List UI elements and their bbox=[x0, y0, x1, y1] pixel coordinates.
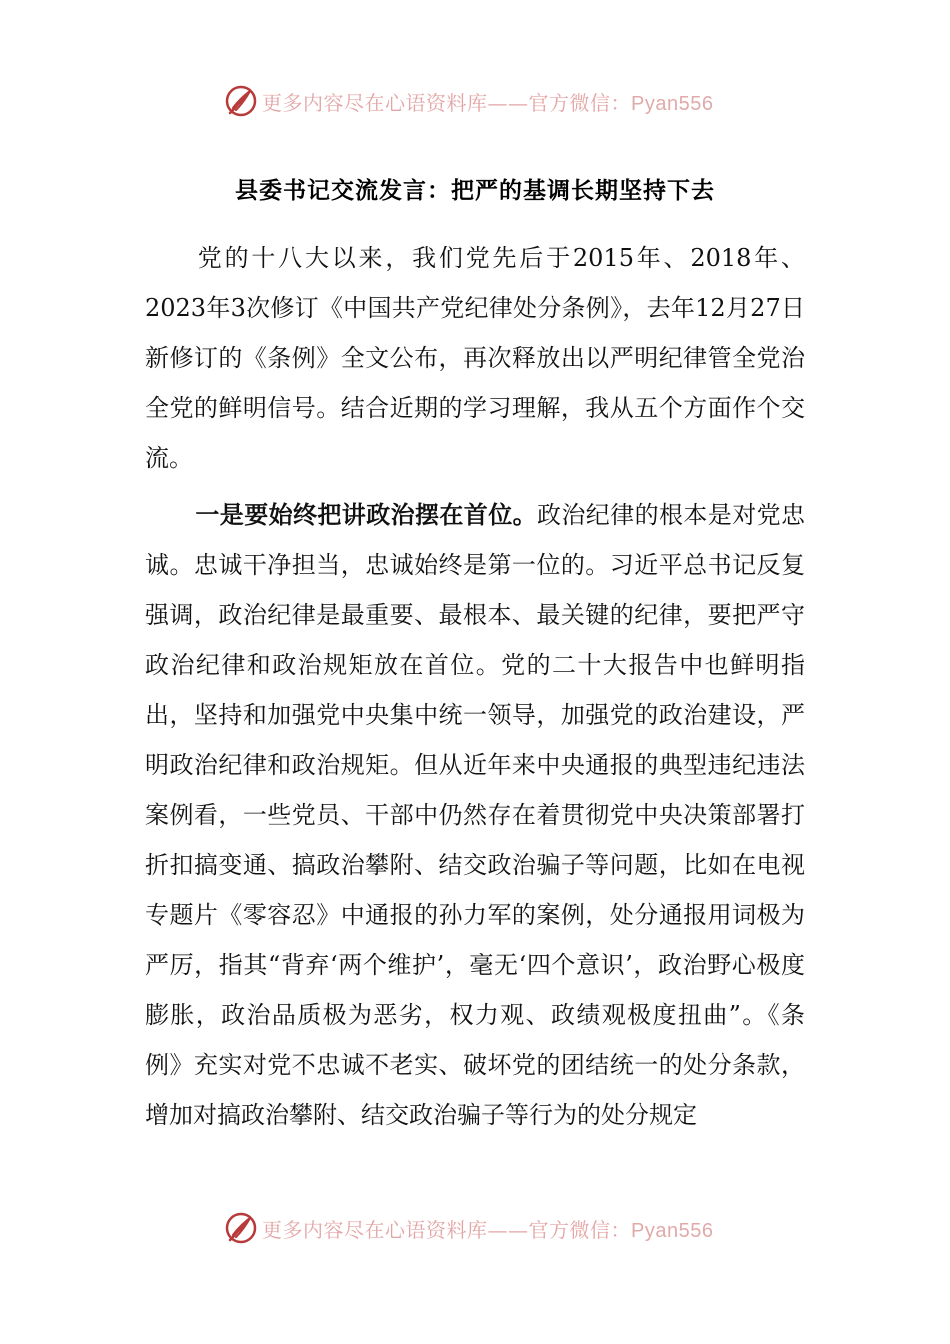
quill-logo-icon bbox=[224, 84, 258, 118]
banner-text: 更多内容尽在心语资料库——官方微信：Pyan556 bbox=[262, 90, 714, 115]
banner-text: 更多内容尽在心语资料库——官方微信：Pyan556 bbox=[262, 1217, 714, 1242]
document-title: 县委书记交流发言：把严的基调长期坚持下去 bbox=[235, 177, 715, 204]
paragraph-2-lead: 一是要始终把讲政治摆在首位。 bbox=[195, 500, 537, 529]
paragraph-2-body: 政治纪律的根本是对党忠诚。忠诚干净担当，忠诚始终是第一位的。习近平总书记反复强调，政治纪律是最重要、最根本、最关键的纪律，要把严守政治纪律和政治规矩放在首位。党的二十大报告中也鲜明指出，坚持和加强党中央集中统一领导，加强党的政治建设，严明政治纪律和政治规矩。但从近年来中央通报的典型违纪违法案例看，一些党员、干部中仍然存在着贯彻党中央决策部署打折扣搞变通、搞政治攀附、结交政治骗子等问题，比如在电视专题片《零容忍》中通报的孙力军的案例，处分通报用词极为严厉，指其“背弃‘两个维护’，毫无‘四个意识’，政治野心极度膨胀，政治品质极为恶劣，权力观、政绩观极度扭曲”。《条例》充实对党不忠诚不老实、破坏党的团结统一的处分条款，增加对搞政治攀附、结交政治骗子等行为的处分规定 bbox=[145, 501, 805, 1129]
header-banner bbox=[0, 82, 950, 122]
footer-banner bbox=[0, 1209, 950, 1249]
wechat-id: Pyan556 bbox=[631, 92, 714, 115]
paragraph-1: 党的十八大以来，我们党先后于2015年、2018年、2023年3次修订《中国共产党纪律处分条例》，去年12月27日新修订的《条例》全文公布，再次释放出以严明纪律管全党治全党的鲜明信号。结合近期的学习理解，我从五个方面作个交流。 bbox=[145, 244, 805, 472]
paragraph-2 bbox=[145, 490, 805, 1140]
quill-logo-icon bbox=[224, 1211, 258, 1245]
wechat-id: Pyan556 bbox=[631, 1219, 714, 1242]
